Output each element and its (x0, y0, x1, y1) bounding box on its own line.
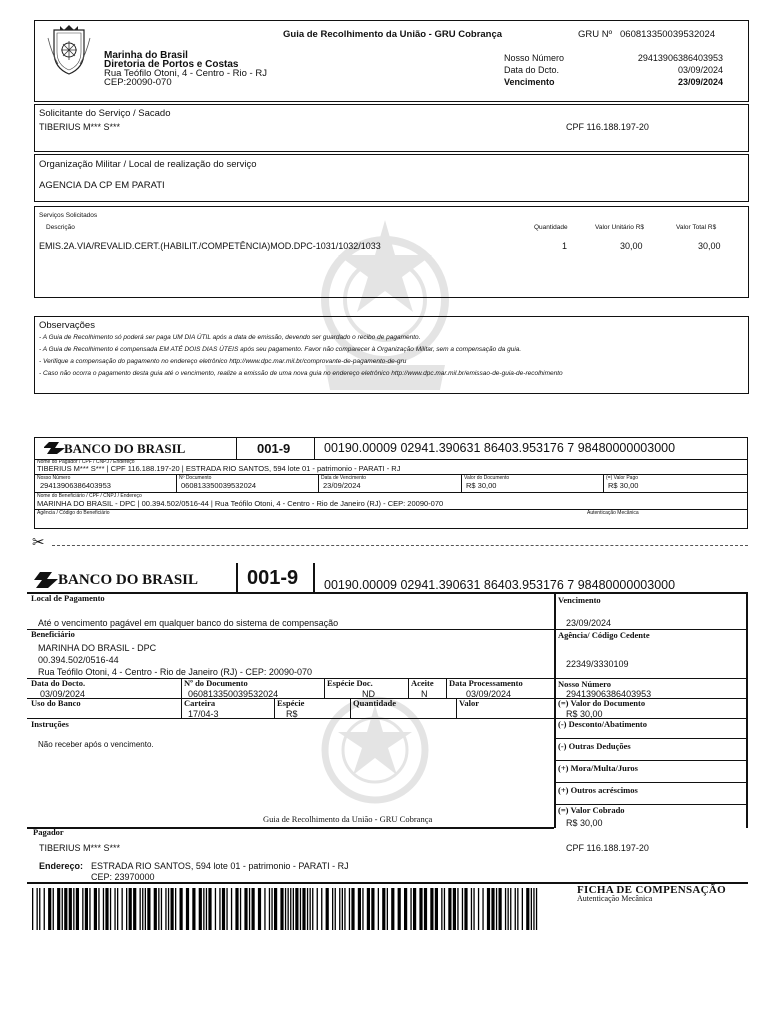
data-docto-label: Data do Docto. (31, 678, 86, 688)
endereco-label: Endereço: (39, 861, 84, 871)
vencimento-value: 23/09/2024 (677, 77, 723, 87)
uso-banco-label: Uso do Banco (31, 698, 81, 708)
recibo-num-doc-label: Nº Documento (179, 475, 212, 481)
recibo-rule (34, 459, 748, 460)
ficha-rule (554, 738, 746, 739)
solicitante-label: Solicitante do Serviço / Sacado (39, 108, 171, 119)
recibo-valor-pago: R$ 30,00 (608, 481, 639, 490)
ficha-divider (274, 698, 275, 718)
gru-number: 060813350039532024 (620, 29, 716, 40)
header-org-name: Marinha do Brasil (104, 50, 188, 61)
local-pagamento-label: Local de Pagamento (31, 593, 105, 603)
ficha-bank-name: BANCO DO BRASIL (58, 572, 199, 588)
ficha-linha-digitavel: 00190.00009 02941.390631 86403.953176 7 98480000003000 (324, 578, 676, 592)
ficha-right-column-divider (554, 592, 556, 828)
vencimento-label: Vencimento (504, 77, 555, 87)
recibo-divider (318, 474, 319, 492)
servicos-label: Serviços Solicitados (39, 212, 98, 219)
valor-cobrado-label: (=) Valor Cobrado (558, 805, 625, 815)
service-item-quantity: 1 (562, 241, 568, 251)
outros-acrescimos-label: (+) Outros acréscimos (558, 785, 638, 795)
observacoes-label: Observações (39, 320, 95, 331)
recibo-bank-code: 001-9 (257, 441, 291, 456)
recibo-nosso-numero: 29413906386403953 (40, 481, 111, 490)
ficha-vencimento-value: 23/09/2024 (566, 618, 612, 628)
agencia-label: Agência/ Código Cedente (558, 630, 650, 640)
valor-documento-label: (=) Valor do Documento (558, 698, 646, 708)
valor-documento-value: R$ 30,00 (566, 709, 603, 719)
pagador-cpf: CPF 116.188.197-20 (566, 843, 649, 853)
recibo-venc: 23/09/2024 (323, 481, 361, 490)
header-org-address: Rua Teófilo Otoni, 4 - Centro - Rio - RJ (104, 68, 267, 79)
data-doc-value: 03/09/2024 (677, 65, 723, 75)
ficha-divider (313, 563, 315, 593)
mora-multa-label: (+) Mora/Multa/Juros (558, 763, 638, 773)
recibo-divider (236, 437, 237, 459)
nosso-numero-label: Nosso Número (504, 53, 565, 63)
recibo-bank-name: BANCO DO BRASIL (64, 441, 186, 456)
organizacao-value: AGENCIA DA CP EM PARATI (39, 180, 165, 191)
especie-label: Espécie (277, 698, 305, 708)
recibo-agencia-label: Agência / Código do Beneficiário (37, 510, 110, 516)
quantidade-label: Quantidade (353, 698, 396, 708)
data-docto-value: 03/09/2024 (40, 689, 86, 699)
service-item-description: EMIS.2A.VIA/REVALID.CERT.(HABILIT./COMPETÊNCIA)MOD.DPC-1031/1032/1033 (39, 241, 381, 251)
ficha-nosso-numero-label: Nosso Número (558, 679, 611, 689)
desconto-label: (-) Desconto/Abatimento (558, 719, 647, 729)
data-processamento-value: 03/09/2024 (466, 689, 512, 699)
service-item-unit-value: 30,00 (620, 241, 643, 251)
instrucoes-value: Não receber após o vencimento. (38, 740, 154, 749)
carteira-label: Carteira (184, 698, 216, 708)
cut-line (52, 545, 748, 546)
recibo-divider (314, 437, 315, 459)
observacao-line: - A Guia de Recolhimento é compensada EM ATÉ DOIS DIAS ÚTEIS após seu pagamento. Favor não comparecer à Organização Militar, sem a compensação da guia. (39, 346, 522, 353)
recibo-pagador-label: Nome do Pagador / CPF / CNPJ / Endereço (37, 459, 135, 465)
gru-footer-title: Guia de Recolhimento da União - GRU Cobrança (263, 814, 433, 824)
ficha-rule (554, 760, 746, 761)
solicitante-cpf: CPF 116.188.197-20 (566, 122, 649, 132)
ficha-divider (236, 563, 238, 593)
solicitante-name: TIBERIUS M*** S*** (39, 122, 121, 132)
num-documento-value: 060813350039532024 (188, 689, 279, 699)
instrucoes-label: Instruções (31, 719, 69, 729)
local-pagamento-value: Até o vencimento pagável em qualquer banco do sistema de compensação (38, 618, 339, 628)
ficha-nosso-numero-value: 29413906386403953 (566, 689, 652, 699)
recibo-beneficiario-value: MARINHA DO BRASIL - DPC | 00.394.502/0516-44 | Rua Teófilo Otoni, 4 - Centro - Rio de Janeiro (RJ) - CEP: 20090-070 (37, 499, 444, 508)
ficha-divider (456, 698, 457, 718)
ficha-divider (408, 678, 409, 698)
banco-brasil-logo-icon (44, 440, 66, 456)
recibo-divider (461, 474, 462, 492)
endereco-cep: CEP: 23970000 (91, 872, 155, 882)
recibo-divider (176, 474, 177, 492)
endereco-value: ESTRADA RIO SANTOS, 594 lote 01 - patrimonio - PARATI - RJ (91, 861, 349, 871)
ficha-divider (181, 678, 182, 698)
recibo-divider (603, 474, 604, 492)
autenticacao-mecanica-label: Autenticação Mecânica (577, 894, 653, 903)
ficha-divider (181, 698, 182, 718)
data-processamento-label: Data Processamento (449, 678, 523, 688)
pagador-label: Pagador (33, 827, 64, 837)
header-org-directorate: Diretoria de Portos e Costas (104, 59, 239, 70)
recibo-num-doc: 060813350039532024 (181, 481, 257, 490)
recibo-valor-pago-label: (=) Valor Pago (606, 475, 639, 481)
beneficiario-address: Rua Teófilo Otoni, 4 - Centro - Rio de Janeiro (RJ) - CEP: 20090-070 (38, 667, 312, 677)
banco-brasil-logo-icon (34, 570, 58, 590)
servicos-qty-header: Quantidade (534, 224, 568, 231)
ficha-rule (554, 782, 746, 783)
observacao-line: - Verifique a compensação do pagamento no endereço eletrônico http://www.dpc.mar.mil.br/comprovante-de-pagamento-de-gru (39, 358, 407, 365)
num-documento-label: Nº do Documento (184, 678, 248, 688)
especie-doc-value: ND (362, 689, 375, 699)
navy-crest-icon (44, 24, 94, 76)
ficha-divider (350, 698, 351, 718)
carteira-value: 17/04-3 (188, 709, 219, 719)
valor-cobrado-value: R$ 30,00 (566, 818, 603, 828)
organizacao-label: Organização Militar / Local de realização do serviço (39, 159, 257, 170)
ficha-bank-code: 001-9 (247, 567, 299, 589)
servicos-unit-header: Valor Unitário R$ (595, 224, 645, 231)
gru-number-label: GRU Nº (578, 29, 613, 40)
gru-title: Guia de Recolhimento da União - GRU Cobrança (283, 29, 503, 40)
aceite-label: Aceite (411, 678, 434, 688)
recibo-valor-doc: R$ 30,00 (466, 481, 497, 490)
pagador-name: TIBERIUS M*** S*** (39, 843, 121, 853)
valor-label: Valor (459, 698, 479, 708)
ficha-rule (27, 678, 746, 679)
recibo-valor-doc-label: Valor do Documento (464, 475, 510, 481)
aceite-value: N (421, 689, 428, 699)
beneficiario-label: Beneficiário (31, 629, 75, 639)
recibo-rule (34, 509, 748, 510)
recibo-pagador-value: TIBERIUS M*** S*** | CPF 116.188.197-20 | ESTRADA RIO SANTOS, 594 lote 01 - patrimonio - PARATI - RJ (37, 464, 401, 473)
recibo-nosso-numero-label: Nosso Número (37, 475, 71, 481)
header-org-cep: CEP:20090-070 (104, 77, 172, 88)
observacoes-box (34, 316, 749, 394)
especie-value: R$ (286, 709, 298, 719)
observacao-line: - Caso não ocorra o pagamento desta guia até o vencimento, realize a emissão de uma nova guia no endereço eletrônico http://www.dpc.mar.mil.br/emissao-de-guia-de-recolhimento (39, 370, 563, 377)
ficha-rule (27, 827, 554, 829)
service-item-total-value: 30,00 (698, 241, 721, 251)
beneficiario-cnpj: 00.394.502/0516-44 (38, 655, 119, 665)
data-doc-label: Data do Dcto. (504, 65, 560, 75)
ficha-divider (446, 678, 447, 698)
servicos-desc-header: Descrição (46, 224, 75, 231)
ficha-divider (324, 678, 325, 698)
recibo-linha-digitavel: 00190.00009 02941.390631 86403.953176 7 98480000003000 (324, 441, 676, 455)
ficha-vencimento-label: Vencimento (558, 595, 601, 605)
ficha-right-border (746, 592, 748, 828)
ficha-rule (27, 592, 748, 594)
barcode (32, 888, 540, 930)
servicos-total-header: Valor Total R$ (676, 224, 717, 231)
scissors-icon: ✂ (32, 534, 45, 551)
recibo-rule (34, 474, 748, 475)
outras-deducoes-label: (-) Outras Deduções (558, 741, 631, 751)
agencia-value: 22349/3330109 (566, 659, 629, 669)
recibo-beneficiario-label: Nome do Beneficiário / CPF / CNPJ / Endereço (37, 493, 142, 499)
observacao-line: - A Guia de Recolhimento só poderá ser paga UM DIA ÚTIL após a data de emissão, devendo ser guardado o recibo de pagamento. (39, 334, 421, 341)
especie-doc-label: Espécie Doc. (327, 678, 373, 688)
recibo-venc-label: Data de Vencimento (321, 475, 367, 481)
recibo-autenticacao-label: Autenticação Mecânica (587, 510, 639, 516)
ficha-compensacao-title: FICHA DE COMPENSAÇÃO (577, 884, 727, 896)
nosso-numero-value: 29413906386403953 (637, 53, 723, 63)
servicos-box (34, 206, 749, 298)
beneficiario-name: MARINHA DO BRASIL - DPC (38, 643, 157, 653)
